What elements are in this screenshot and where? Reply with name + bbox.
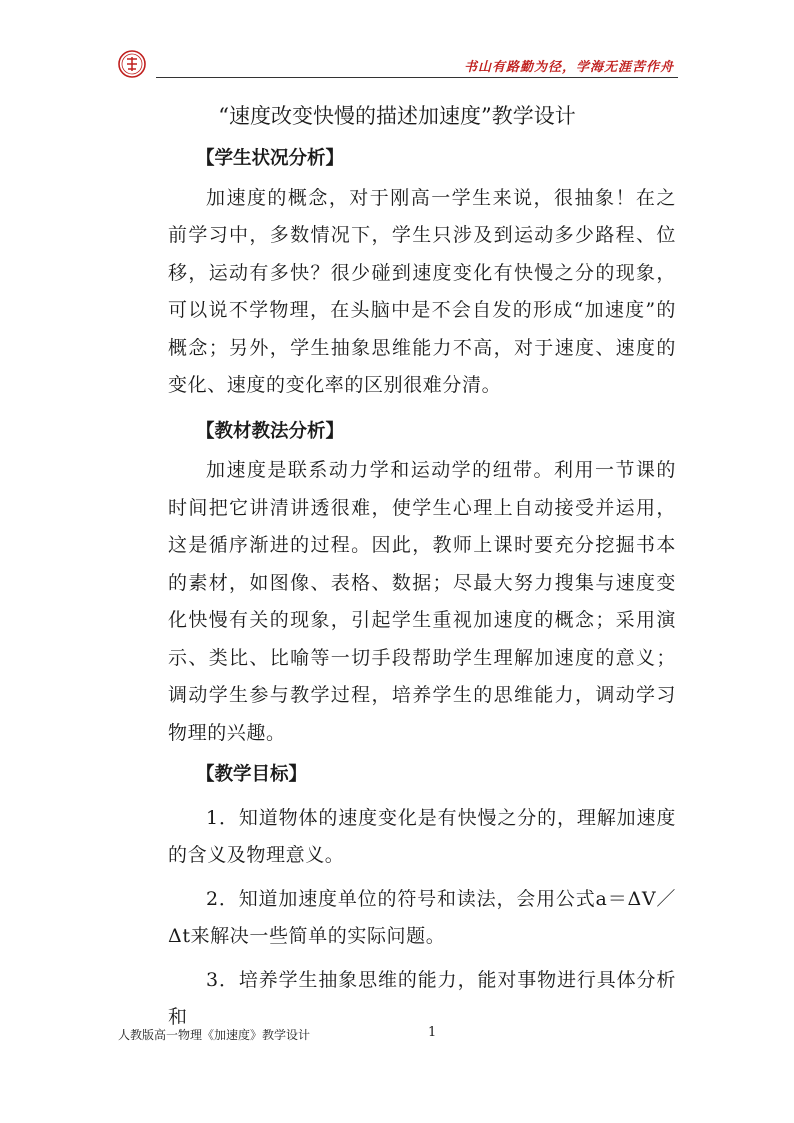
footer-document-name: 人教版高一物理《加速度》教学设计 [118,1028,311,1042]
header-slogan: 书山有路勤为径，学海无涯苦作舟 [463,60,674,75]
page-number: 1 [428,1025,437,1040]
goal-item: 2．知道加速度单位的符号和读法，会用公式a＝ΔV／Δt来解决一些简单的实际问题。 [168,887,677,947]
section-heading-student-analysis: 【学生状况分析】 [196,148,345,169]
goal-item: 1．知道物体的速度变化是有快慢之分的，理解加速度的含义及物理意义。 [168,806,676,866]
section-heading-teaching-goals: 【教学目标】 [196,764,308,785]
goal-item: 3．培养学生抽象思维的能力，能对事物进行具体分析和 [168,968,676,1028]
section-heading-textbook-analysis: 【教材教法分析】 [196,420,345,442]
document-body [168,140,676,1037]
paragraph: 加速度的概念，对于刚高一学生来说，很抽象！在之前学习中，多数情况下，学生只涉及到运动多少路程、位移，运动有多快？很少碰到速度变化有快慢之分的现象，可以说不学物理，在头脑中是不会自发的形成“加速度”的概念；另外，学生抽象思维能力不高，对于速度、速度的变化、速度的变化率的区别很难分清。 [168,186,676,396]
paragraph: 加速度是联系动力学和运动学的纽带。利用一节课的时间把它讲清讲透很难，使学生心理上自动接受并运用，这是循序渐进的过程。因此，教师上课时要充分挖掘书本的素材，如图像、表格、数据；尽最大努力搜集与速度变化快慢有关的现象，引起学生重视加速度的概念；采用演示、类比、比喻等一切手段帮助学生理解加速度的意义；调动学生参与教学过程，培养学生的思维能力，调动学习物理的兴趣。 [168,459,676,744]
document-title: “速度改变快慢的描述加速度”教学设计 [218,104,576,128]
page-header [118,44,678,82]
header-divider [156,77,678,78]
school-seal-icon [118,50,146,78]
